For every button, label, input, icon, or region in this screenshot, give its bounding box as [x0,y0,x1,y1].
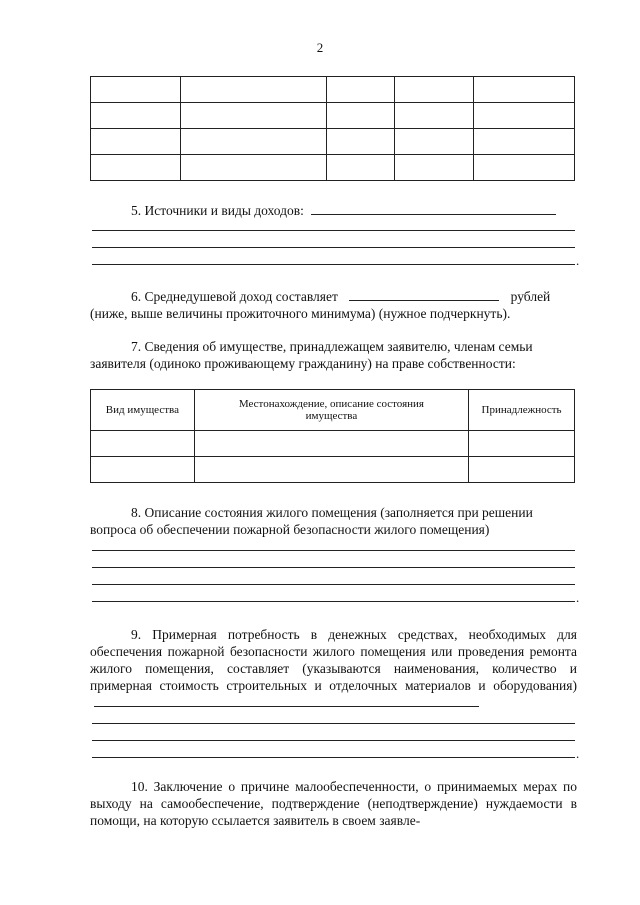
table-cell[interactable] [395,103,474,129]
table-cell[interactable] [91,155,181,181]
column-header-type: Вид имущества [91,390,195,431]
table-cell[interactable] [91,103,181,129]
table-cell[interactable] [326,77,395,103]
section-9-text [90,626,577,711]
table-cell[interactable] [194,431,468,457]
table-cell[interactable] [469,457,575,483]
section-5-heading [90,202,577,219]
column-header-ownership: Принадлежность [469,390,575,431]
avg-income-field[interactable] [349,288,499,301]
table-row [91,129,575,155]
table-cell[interactable] [474,77,575,103]
table-row [91,457,575,483]
continued-table [90,76,575,181]
fill-line[interactable] [92,550,575,551]
table-cell[interactable] [91,129,181,155]
column-header-location: Местонахождение, описание состояния имущества [194,390,468,431]
table-cell[interactable] [194,457,468,483]
fill-line[interactable] [92,723,575,724]
table-cell[interactable] [395,77,474,103]
table-cell[interactable] [180,155,326,181]
table-cell[interactable] [474,129,575,155]
fill-line[interactable] [92,601,575,602]
page-number: 2 [316,40,324,55]
fill-line[interactable] [92,264,575,265]
section-7-line1: 7. Сведения об имуществе, принадлежащем заявителю, членам семьи [131,339,533,354]
table-cell[interactable] [474,155,575,181]
section-6-line2: (ниже, выше величины прожиточного минимума) (нужное подчеркнуть). [90,306,511,321]
income-sources-field[interactable] [311,202,556,215]
table-row [91,77,575,103]
table-cell[interactable] [180,129,326,155]
section-8-line2: вопроса об обеспечении пожарной безопасности жилого помещения) [90,522,490,537]
fill-line[interactable] [92,567,575,568]
fill-line[interactable] [92,740,575,741]
property-table [90,389,575,483]
table-row [91,155,575,181]
section-8-line1: 8. Описание состояния жилого помещения (заполняется при решении [131,505,533,520]
table-cell[interactable] [395,129,474,155]
table-cell[interactable] [326,103,395,129]
fill-line[interactable] [92,584,575,585]
fill-line[interactable] [92,230,575,231]
section-9-label: 9. Примерная потребность в денежных средствах, необходимых для обеспечения пожарной безопасности жилого помещения или проведения ремонта жилого помещения, составляет (указываются наименования, количество и примерная стоимость строительных и отделочных материалов и оборудования) [90,627,577,693]
table-cell[interactable] [91,77,181,103]
section-5-label: 5. Источники и виды доходов: [131,203,304,218]
fill-line[interactable] [92,247,575,248]
fill-line[interactable] [92,757,575,758]
end-period: . [576,253,580,268]
table-cell[interactable] [91,431,195,457]
table-cell[interactable] [91,457,195,483]
table-cell[interactable] [180,103,326,129]
cost-estimate-field[interactable] [94,694,479,707]
table-cell[interactable] [326,155,395,181]
end-period: . [576,746,580,761]
table-row [91,431,575,457]
section-7-line2: заявителя (одиноко проживающему гражданину) на праве собственности: [90,356,516,371]
table-header-row [91,390,575,431]
section-6-line1 [90,288,577,305]
table-cell[interactable] [326,129,395,155]
table-cell[interactable] [395,155,474,181]
table-row [91,103,575,129]
end-period: . [576,590,580,605]
section-6-label: 6. Среднедушевой доход составляет [131,289,338,304]
table-cell[interactable] [474,103,575,129]
table-cell[interactable] [180,77,326,103]
section-6-unit: рублей [510,289,551,304]
section-10-text: 10. Заключение о причине малообеспеченности, о принимаемых мерах по выходу на самообеспечение, подтверждение (неподтверждение) нуждаемости в помощи, на которую ссылается заявитель в своем заявле- [90,779,577,828]
table-cell[interactable] [469,431,575,457]
